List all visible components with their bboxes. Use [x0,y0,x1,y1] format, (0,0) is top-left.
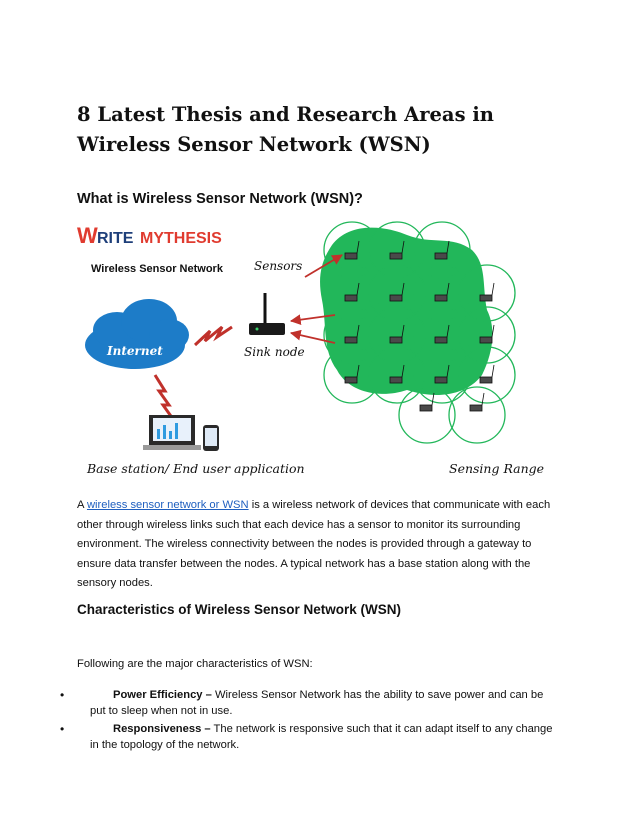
what-is-wsn-heading: What is Wireless Sensor Network (WSN)? [77,191,363,207]
wsn-link[interactable]: wireless sensor network or WSN [86,499,249,511]
diagram-caption: Wireless Sensor Network [91,263,223,275]
wsn-diagram [77,215,567,480]
sink-node-label: Sink node [244,345,305,359]
cloud-to-base-bolt [155,375,173,419]
base-station-laptop-icon [143,415,201,450]
logo-mythesis: MYTHESIS [140,230,222,247]
base-station-label: Base station/ End user application [87,461,305,476]
bullet-term: Power Efficiency – [113,689,212,701]
characteristics-list [60,688,560,756]
sink-node-router-icon [249,293,285,335]
bullet-icon: • [60,688,65,702]
wsn-definition-paragraph [77,496,567,594]
logo-w: W [77,223,98,248]
sensors-label: Sensors [254,259,303,273]
internet-cloud-icon [85,299,189,369]
bullet-icon: • [60,722,65,736]
base-station-phone-icon [203,425,219,451]
internet-label: Internet [107,344,163,358]
cloud-to-sink-bolt [195,327,232,345]
list-item [60,688,560,719]
para-after: is a wireless network of devices that communicate with each other through wireless links such that each device has a sensor to monitor its surrounding environment. The wireless connectivity between the nodes is provided through a gateway to ensure data transfer between the nodes. A typical network has a base station along with the sensory nodes. [77,499,551,589]
sensing-range-label: Sensing Range [449,461,545,476]
document-title: 8 Latest Thesis and Research Areas in Wireless Sensor Network (WSN) [77,103,494,156]
logo-rite: RITE [97,230,134,247]
bullet-term: Responsiveness – [113,723,211,735]
list-item [60,722,560,753]
characteristics-lead: Following are the major characteristics of WSN: [77,658,313,670]
bullet-text: The network is responsive such that it can adapt itself to any change in the topology of the network. [90,723,553,751]
characteristics-heading: Characteristics of Wireless Sensor Network (WSN) [77,602,401,617]
bullet-text: Wireless Sensor Network has the ability to save power and can be put to sleep when not in use. [90,689,544,717]
para-before: A [77,499,87,511]
